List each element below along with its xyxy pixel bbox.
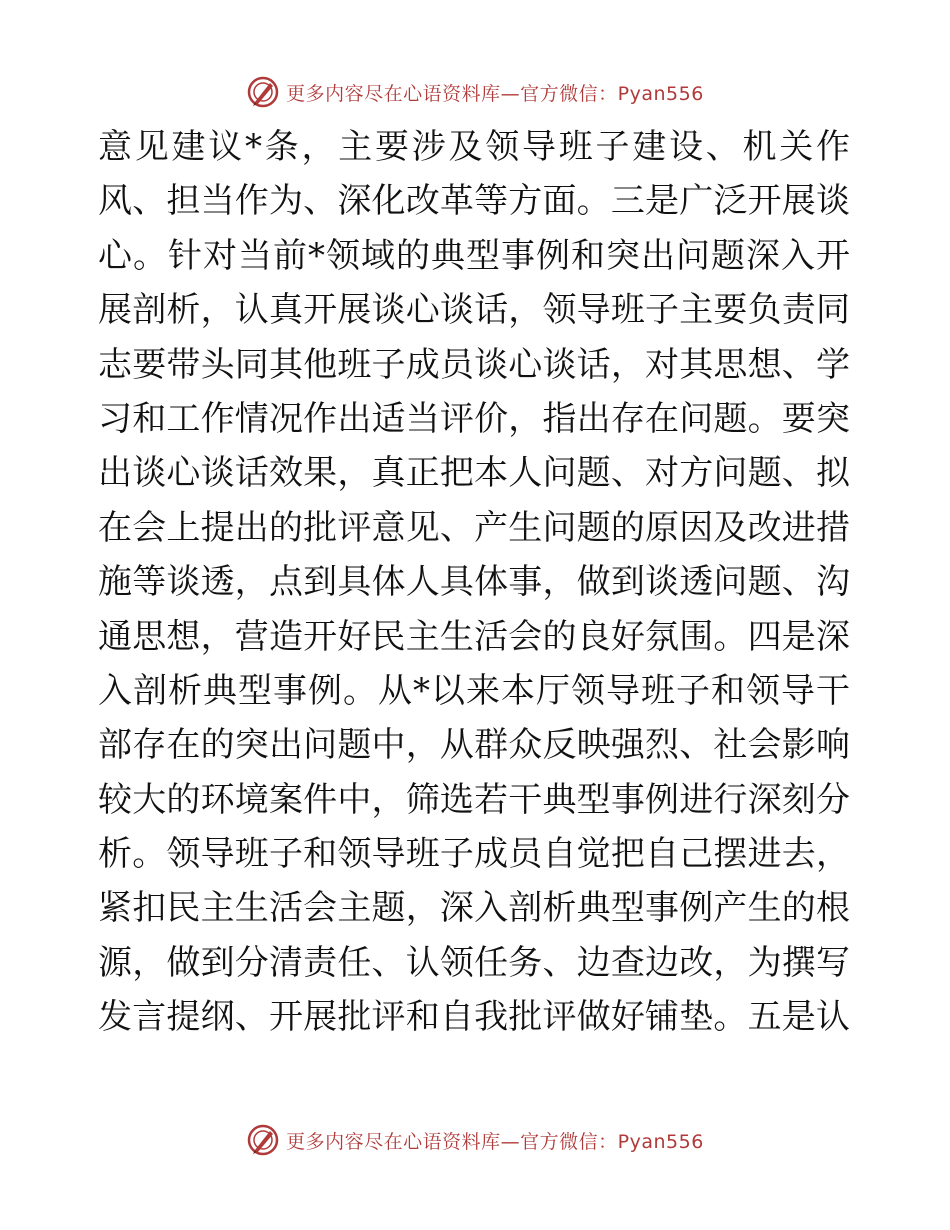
body-line: 较大的环境案件中，筛选若干典型事例进行深刻分 [98,779,850,820]
footer-watermark-banner [0,1120,950,1160]
body-line: 通思想，营造开好民主生活会的良好氛围。四是深 [98,616,850,657]
body-line: 心。针对当前*领域的典型事例和突出问题深入开 [98,235,850,276]
body-line: 风、担当作为、深化改革等方面。三是广泛开展谈 [98,181,850,222]
body-line: 入剖析典型事例。从*以来本厅领导班子和领导干 [98,670,850,711]
body-line: 施等谈透，点到具体人具体事，做到谈透问题、沟 [98,562,850,603]
header-watermark-text: 更多内容尽在心语资料库—官方微信：Pyan556 [286,82,704,105]
pen-logo-icon [246,1123,280,1157]
body-line: 在会上提出的批评意见、产生问题的原因及改进措 [98,507,850,548]
footer-watermark-text: 更多内容尽在心语资料库—官方微信：Pyan556 [286,1130,704,1153]
body-line: 习和工作情况作出适当评价，指出存在问题。要突 [98,398,850,439]
body-line: 紧扣民主生活会主题，深入剖析典型事例产生的根 [98,888,850,929]
body-line: 展剖析，认真开展谈心谈话，领导班子主要负责同 [98,290,850,331]
pen-logo-icon [246,75,280,109]
body-line: 出谈心谈话效果，真正把本人问题、对方问题、拟 [98,453,850,494]
body-line: 发言提纲、开展批评和自我批评做好铺垫。五是认 [98,997,850,1038]
body-line: 析。领导班子和领导班子成员自觉把自己摆进去， [98,834,850,875]
body-line: 意见建议*条，主要涉及领导班子建设、机关作 [98,127,850,167]
body-line: 志要带头同其他班子成员谈心谈话，对其思想、学 [98,344,850,385]
header-watermark-banner [0,72,950,112]
body-line: 源，做到分清责任、认领任务、边查边改，为撰写 [98,942,850,983]
body-line: 部存在的突出问题中，从群众反映强烈、社会影响 [98,725,850,766]
document-body [98,120,850,1045]
